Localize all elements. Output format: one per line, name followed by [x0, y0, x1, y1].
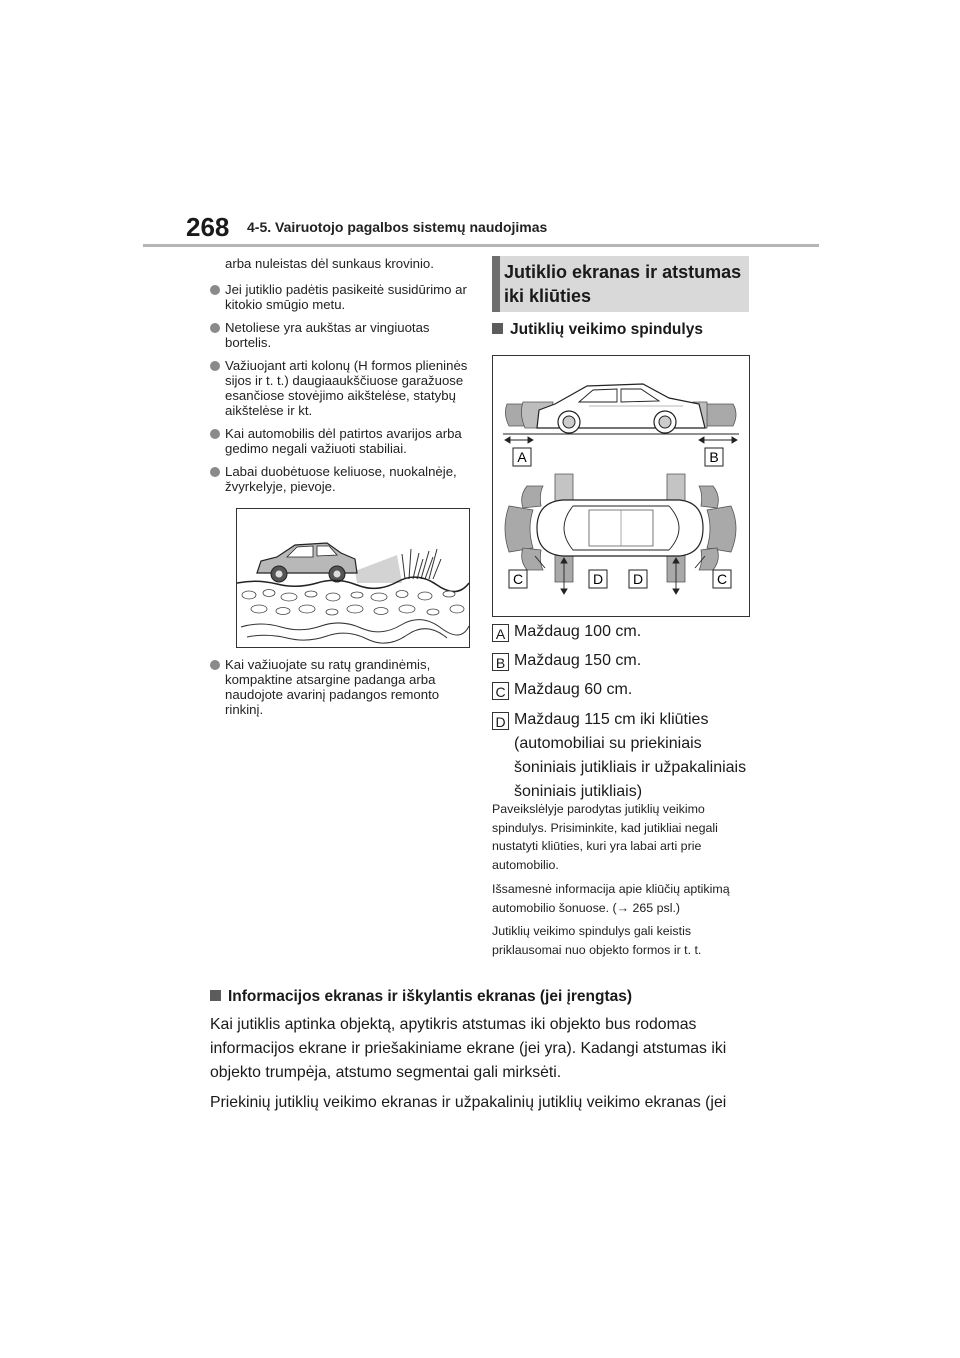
legend-text: Maždaug 115 cm iki kliūties (automobiliai su priekiniais šoniniais jutikliais ir užpakaliniais šoniniais jutikliais) — [514, 711, 747, 800]
legend-text: Maždaug 60 cm. — [514, 681, 633, 698]
square-marker-icon — [210, 990, 221, 1001]
diagram-label-d-left: D — [592, 571, 604, 587]
list-item — [210, 657, 472, 717]
list-item — [210, 464, 472, 494]
body-text — [210, 1013, 750, 1121]
bullet-icon — [210, 285, 220, 295]
heading-accent-bar — [492, 256, 500, 312]
rough-road-illustration — [236, 508, 470, 648]
legend-key: D — [492, 712, 509, 730]
diagram-label-c-right: C — [716, 571, 728, 587]
list-item-text: Važiuojant arti kolonų (H formos plieninės sijos ir t. t.) daugiaaukščiuose garažuose esančiose stovėjimo aikštelėse, statybų aikštelėse ir kt. — [225, 358, 468, 418]
notes — [492, 800, 750, 965]
list-item — [210, 426, 472, 456]
left-column — [210, 256, 472, 725]
legend-item-b — [492, 649, 754, 673]
note-paragraph: Paveikslėlyje parodytas jutiklių veikimo spindulys. Prisiminkite, kad jutikliai negali nustatyti kliūties, kuri yra labai arti prie automobilio. — [492, 802, 718, 873]
body-paragraph: Kai jutiklis aptinka objektą, apytikris atstumas iki objekto bus rodomas informacijos ekrane ir priešakiniame ekrane (jei yra). Kadangi atstumas iki objekto trumpėja, atstumo segmentai gali mirksėti. — [210, 1016, 727, 1081]
bullet-icon — [210, 660, 220, 670]
diagram-label-d-right: D — [632, 571, 644, 587]
sub-heading-text: Jutiklių veikimo spindulys — [510, 321, 703, 338]
legend-item-c — [492, 678, 754, 702]
bullet-icon — [210, 467, 220, 477]
legend-text: Maždaug 100 cm. — [514, 623, 642, 640]
list-item-text: Jei jutiklio padėtis pasikeitė susidūrimo ar kitokio smūgio metu. — [225, 282, 467, 312]
list-item — [210, 282, 472, 312]
bullet-icon — [210, 323, 220, 333]
list-item-text: Kai važiuojate su ratų grandinėmis, kompaktine atsargine padanga arba naudojote avarinį padangos remonto rinkinį. — [225, 657, 440, 717]
sensor-range-diagram — [492, 355, 750, 617]
body-paragraph: Priekinių jutiklių veikimo ekranas ir užpakalinių jutiklių veikimo ekranas (jei — [210, 1094, 727, 1111]
bullet-icon — [210, 429, 220, 439]
page-number: 268 — [186, 212, 230, 242]
diagram-label-a: A — [517, 449, 527, 465]
diagram-label-b: B — [709, 449, 719, 465]
note-paragraph: Jutiklių veikimo spindulys gali keistis priklausomai nuo objekto formos ir t. t. — [492, 924, 702, 957]
legend-key: C — [492, 682, 509, 700]
section-heading: Jutiklio ekranas ir atstumas iki kliūties — [504, 262, 742, 306]
list-item-text: Kai automobilis dėl patirtos avarijos arba gedimo negali važiuoti stabiliai. — [225, 426, 462, 456]
section-heading-box — [492, 256, 749, 312]
continuation-text: arba nuleistas dėl sunkaus krovinio. — [225, 256, 434, 271]
list-item-text: Netoliese yra aukštas ar vingiuotas bortelis. — [225, 320, 430, 350]
header-rule — [143, 244, 819, 247]
legend-item-d — [492, 708, 754, 804]
note-paragraph: Išsamesnė informacija apie kliūčių aptikimą automobilio šonuose. (→ 265 psl.) — [492, 881, 730, 915]
legend-item-a — [492, 620, 754, 644]
list-item-text: Labai duobėtuose keliuose, nuokalnėje, žvyrkelyje, pievoje. — [225, 464, 457, 494]
legend-key: B — [492, 653, 509, 671]
square-marker-icon — [492, 323, 503, 334]
sub-heading-text: Informacijos ekranas ir iškylantis ekranas (jei įrengtas) — [228, 988, 633, 1005]
legend-text: Maždaug 150 cm. — [514, 652, 642, 669]
diagram-label-c-left: C — [512, 571, 524, 587]
bullet-icon — [210, 361, 220, 371]
car-on-rough-road-image — [237, 509, 469, 647]
sensor-diagram-svg — [493, 356, 749, 616]
list-item — [210, 358, 472, 418]
sub-heading-sensor-range — [492, 321, 703, 339]
sub-heading-display — [210, 988, 632, 1006]
legend-key: A — [492, 624, 509, 642]
list-item — [210, 320, 472, 350]
section-title: 4-5. Vairuotojo pagalbos sistemų naudojimas — [247, 219, 548, 235]
